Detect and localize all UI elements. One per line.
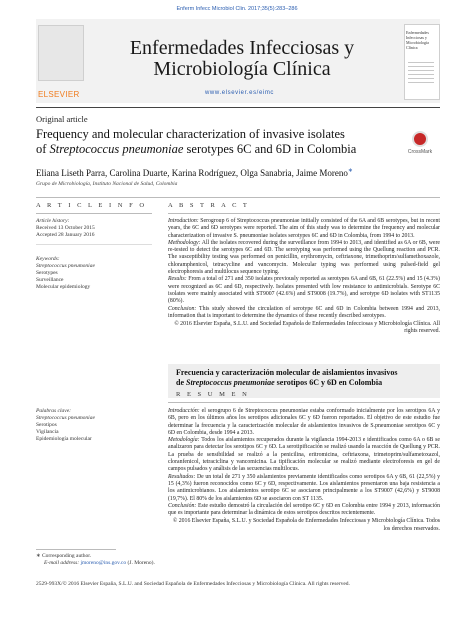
keyword: Streptococcus pneumoniae (36, 415, 95, 421)
issn-line: 2529-993X/© 2016 Elsevier España, S.L.U. and Sociedad Española de Enfermedades Infecciosas y Microbiología Clínica. All rights reserved. (36, 581, 350, 587)
article-title-line2: of Streptococcus pneumoniae serotypes 6C and 6D in Colombia (36, 141, 357, 156)
crossmark-icon (412, 131, 428, 147)
keyword: Epidemiología molecular (36, 436, 92, 442)
journal-cover-lines (408, 62, 434, 86)
keyword: Streptococcus pneumoniae (36, 263, 95, 269)
article-history: Article history: Received 13 October 2015 Accepted 28 January 2016 (36, 218, 95, 238)
resumen-copyright: © 2016 Elsevier España, S.L.U. y Sociedad Española de Enfermedades Infecciosas y Microbiología Clínica. Todos los derechos reservados. (172, 518, 440, 532)
footnote-rule (36, 549, 116, 550)
keyword: Serotypes (36, 270, 58, 276)
spanish-title: Frecuencia y caracterización molecular de aislamientos invasivos de Streptococcus pneumoniae serotipos 6C y 6D en Colombia (176, 368, 398, 387)
article-type: Original article (36, 114, 88, 124)
resumen-body: Introducción: el serogrupo 6 de Streptococcus pneumoniae estaba conformado inicialmente por los serotipos 6A y 6B, pero en los últimos años los serotipos adicionales 6C y 6D fueron reportados. El objetivo de este estudio fue determinar la frecuencia y la caracterización molecular de aislamientos invasivos de S.pneumoniae serotipos 6C y 6D en Colombia, desde 1994 a 2013. Metodología: Todos los aislamientos recuperados durante la vigilancia 1994-2013 e identificados como 6A o 6B se analizaron para detectar los serotipos 6C y 6D. La serotipificación se realizó usando la reacción de Quellung y PCR. La prueba de sensibilidad se realizó a la penicilina, eritromicina, ceftriaxona, trimetoprim/sulfametoxazol, cloranfenicol, tetraciclina y vancomicina. La tipificación molecular se realizó mediante electroforesis en gel de campos pulsados y análisis de las secuencias multilocus. Resultados: De un total de 271 y 350 aislamientos previamente identificados como serotipos 6A y 6B, 61 (22,5%) y 15 (4,3%) fueron reconocidos como 6C y 6D, respectivamente. Los aislamientos presentaron una baja resistencia a los antimicrobianos. Los aislamientos serotipo 6C se asociaron principalmente a los ST9007 (42,6%) y ST9008 (19,7%). El 80% de los aislamientos 6D se asociaron con ST 1135. Conclusión: Este estudio demostró la circulación del serotipo 6C y 6D en Colombia entre 1994 y 2013, información que es importante para determinar la dinámica de estos serotipos descritos recientemente. © 2016 Elsevier España, S.L.U. y Sociedad Española de Enfermedades Infecciosas y Microbiología Clínica. Todos los derechos reservados. (168, 408, 440, 532)
publisher-name: ELSEVIER (38, 90, 80, 99)
crossmark-label: CrossMark (407, 149, 433, 155)
info-top-rule (36, 197, 440, 198)
journal-title-line1: Enfermedades Infecciosas y (129, 37, 355, 59)
corresponding-mark[interactable]: ∗ (347, 168, 353, 174)
info-rule (36, 213, 152, 214)
article-title (36, 127, 396, 156)
history-rule (36, 244, 152, 245)
keyword: Serotipos (36, 422, 57, 428)
keyword: Molecular epidemiology (36, 284, 91, 290)
journal-citation[interactable]: Enferm Infecc Microbiol Clin. 2017;35(5):283–286 (176, 6, 298, 12)
elsevier-logo (38, 25, 84, 95)
abstract-heading: A B S T R A C T (168, 202, 250, 209)
header-divider (36, 107, 440, 108)
abstract-body: Introduction: Serogroup 6 of Streptococcus pneumoniae initially consisted of the 6A and 6B serotypes, but in recent years, the 6C and 6D serotypes were reported. The aim of this study was to determine the frequency and molecular characterization of invasive S. pneumoniae isolates serotypes 6C and 6D in Colombia, from 1994 to 2013. Methodology: All the isolates recovered during the surveillance from 1994 to 2013, and identified as 6A or 6B, were re-tested to detect the serotypes 6C and 6D. The serotyping was performed using the Quellung reaction and PCR. The susceptibility testing was performed on penicillin, erythromycin, ceftriaxone, trimethoprim/sulfamethoxazole, chloramphenicol, tetracycline and vancomycin. Molecular typing was performed using pulsed-field gel electrophoresis and multilocus sequence typing. Results: From a total of 271 and 350 isolates previously reported as serotypes 6A and 6B, 61 (22.5%) and 15 (4.3%) were recognized as 6C and 6D, respectively. Isolates presented with low resistance to antimicrobials. Serotype 6C isolates were mainly associated with ST9007 (42.6%) and ST9008 (19.7%), and serotype 6D isolates with ST1135 (80%). Conclusion: This study showed the circulation of serotype 6C and 6D in Colombia between 1994 and 2013, information that is important to determine the dynamics of these recently described serotypes. © 2016 Elsevier España, S.L.U. and Sociedad Española de Enfermedades Infecciosas y Microbiología Clínica. All rights reserved. (168, 218, 440, 335)
authors: Eliana Liseth Parra, Carolina Duarte, Karina Rodríguez, Olga Sanabria, Jaime Moreno∗ (36, 168, 353, 178)
tree-icon (38, 25, 84, 81)
journal-cover-title: Enfermedades Infecciosas y Microbiología Clínica (406, 30, 429, 50)
abstract-copyright: © 2016 Elsevier España, S.L.U. and Sociedad Española de Enfermedades Infecciosas y Microbiología Clínica. All rights reserved. (174, 321, 440, 335)
journal-title (112, 38, 372, 80)
keywords-es: Palabras clave: Streptococcus pneumoniae Serotipos Vigilancia Epidemiología molecular (36, 408, 156, 443)
article-title-line1: Frequency and molecular characterization of invasive isolates (36, 127, 345, 141)
keyword: Vigilancia (36, 429, 59, 435)
resumen-rule (168, 402, 440, 403)
keyword: Surveillance (36, 277, 64, 283)
affiliation: Grupo de Microbiología, Instituto Nacional de Salud, Colombia (36, 181, 178, 187)
resumen-heading: R E S U M E N (176, 391, 250, 398)
email-link[interactable]: jmoreno@ins.gov.co (80, 560, 127, 566)
article-info-heading: A R T I C L E I N F O (36, 202, 147, 209)
footnotes: ∗ Corresponding author. E-mail address: jmoreno@ins.gov.co (J. Moreno). (36, 553, 436, 567)
journal-title-line2: Microbiología Clínica (153, 58, 331, 80)
abstract-rule (168, 213, 440, 214)
crossmark-button[interactable] (400, 131, 440, 155)
corresponding-author: ∗ Corresponding author. (36, 553, 92, 559)
keywords-en: Keywords: Streptococcus pneumoniae Serotypes Surveillance Molecular epidemiology (36, 256, 156, 291)
journal-url[interactable]: www.elsevier.es/eimc (205, 90, 275, 96)
